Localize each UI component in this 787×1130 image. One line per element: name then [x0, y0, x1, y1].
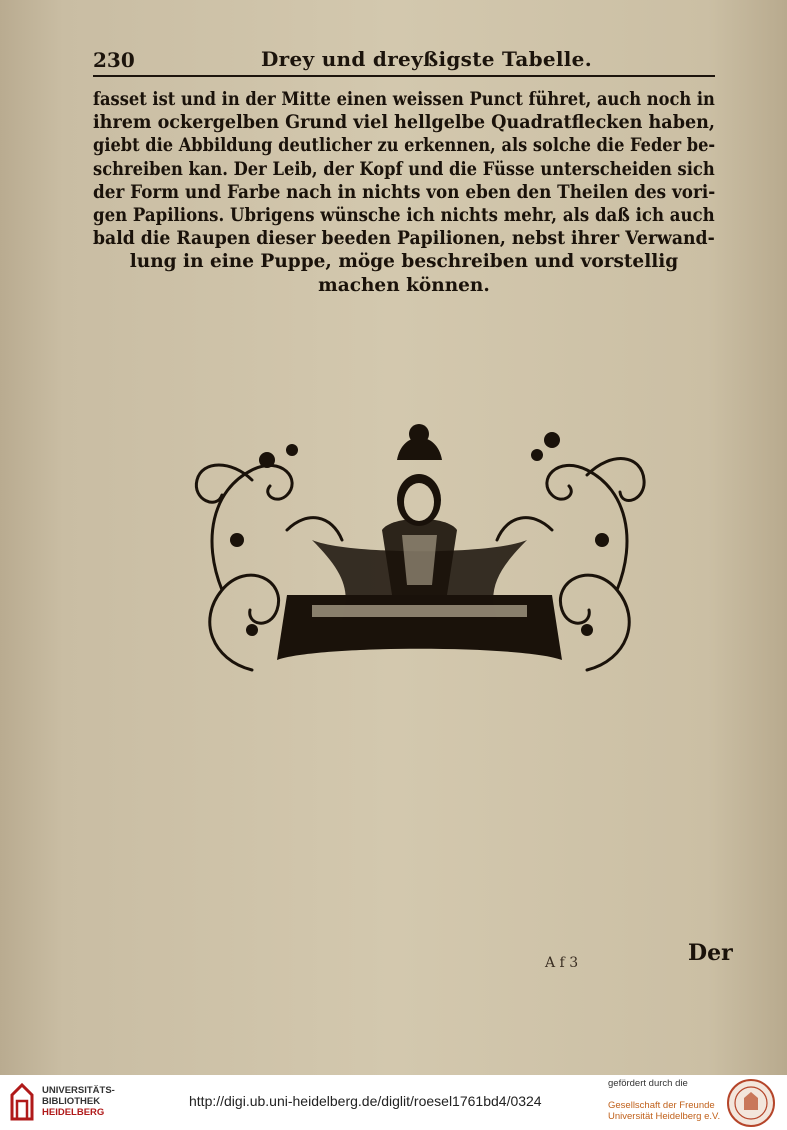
- library-name: UNIVERSITÄTS- BIBLIOTHEK HEIDELBERG: [42, 1085, 115, 1118]
- body-text: [93, 88, 715, 297]
- sponsor-credit: gefördert durch die Gesellschaft der Freunde Universität Heidelberg e.V.: [608, 1078, 721, 1122]
- viewer-footer: [0, 1075, 787, 1130]
- permalink-url[interactable]: http://digi.ub.uni-heidelberg.de/diglit/roesel1761bd4/0324: [189, 1093, 542, 1109]
- ornamental-vignette: [192, 420, 647, 675]
- text-line: der Form und Farbe nach in nichts von eben den Theilen des vori-: [93, 181, 716, 203]
- university-seal-icon: [726, 1078, 776, 1128]
- text-line: machen können.: [318, 274, 490, 296]
- text-line: lung in eine Puppe, möge beschreiben und vorstellig: [129, 251, 679, 273]
- page-number: 230: [93, 48, 135, 72]
- text-line: ihrem ockergelben Grund viel hellgelbe Quadratflecken haben,: [93, 112, 716, 134]
- page-header: [93, 45, 715, 77]
- text-line: schreiben kan. Der Leib, der Kopf und die Füsse unterscheiden sich: [93, 158, 715, 180]
- catchword: Der: [688, 940, 733, 966]
- running-title: Drey und dreyßigste Tabelle.: [261, 47, 592, 71]
- text-line: fasset ist und in der Mitte einen weissen Punct führet, auch noch in: [93, 89, 715, 110]
- university-library-logo-icon: [8, 1081, 36, 1123]
- text-line: gen Papilions. Ubrigens wünsche ich nichts mehr, als daß ich auch: [93, 205, 715, 227]
- text-line: giebt die Abbildung deutlicher zu erkennen, als solche die Feder be-: [93, 135, 716, 157]
- signature-mark: A f 3: [545, 955, 579, 971]
- text-line: bald die Raupen dieser beeden Papilionen, nebst ihrer Verwand-: [93, 228, 715, 250]
